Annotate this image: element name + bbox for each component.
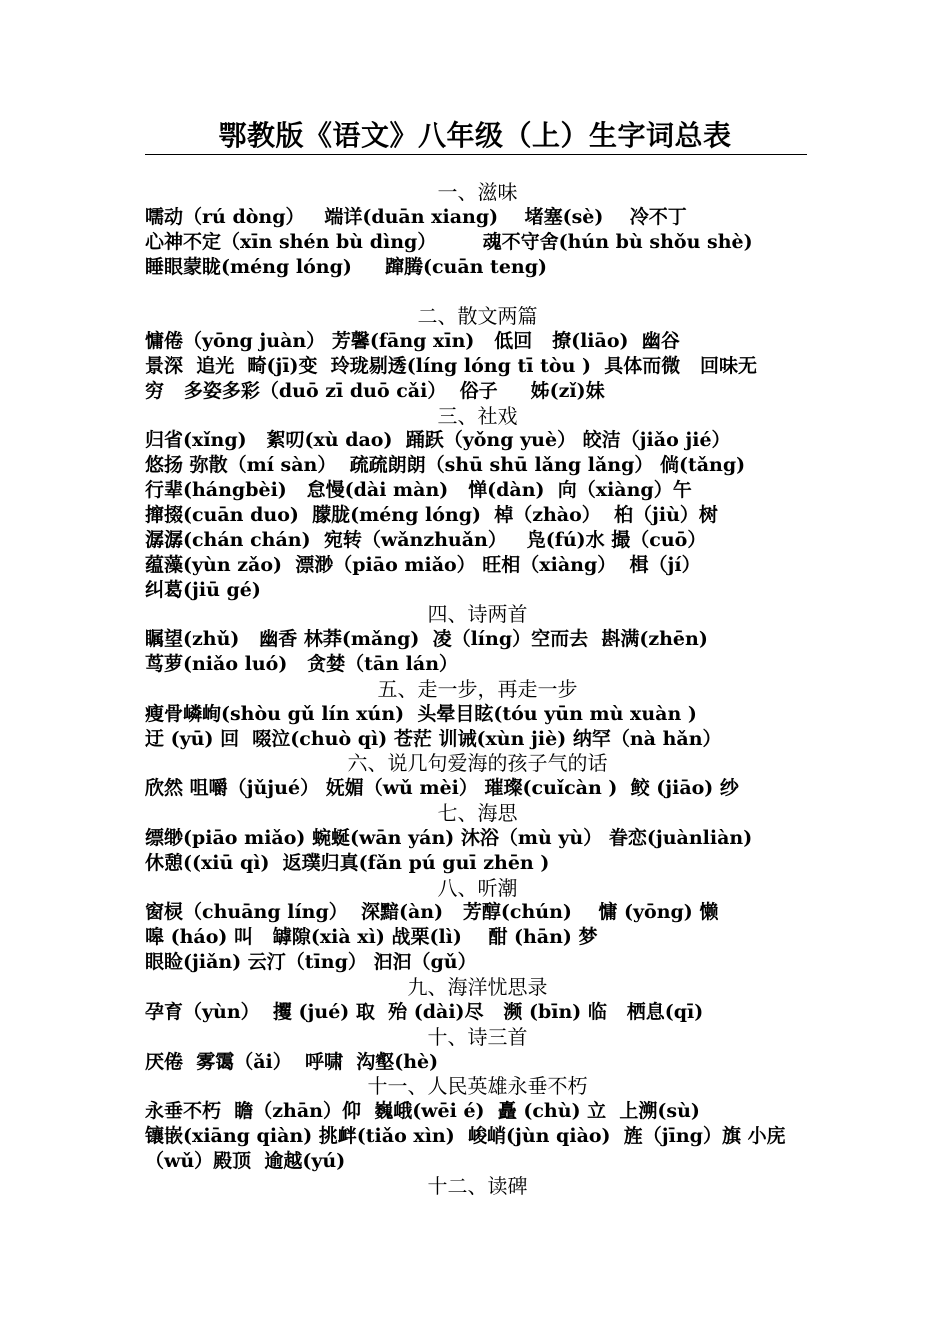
document-title: 鄂教版《语文》八年级（上）生字词总表 — [218, 119, 732, 152]
vocab-line: 潺潺(chán chán) 宛转（wǎnzhuǎn） 凫(fú)水 撮（cuō） — [145, 528, 707, 551]
vocab-line: 休憩((xiū qì) 返璞归真(fǎn pú guī zhēn ) — [145, 851, 550, 874]
section-heading: 八、听潮 — [437, 875, 518, 900]
section-heading: 二、散文两篇 — [417, 304, 538, 329]
vocab-line: 孕育（yùn） 攫 (jué) 取 殆 (dài)尽 濒 (bīn) 临 栖息(qī) — [145, 1000, 704, 1023]
vocab-line: 瘦骨嶙峋(shòu gǔ lín xún) 头晕目眩(tóu yūn mù xuàn ) — [145, 702, 697, 725]
vocab-line: 窗棂（chuāng líng） 深黯(àn) 芳醇(chún) 慵 (yōng) 懒 — [145, 901, 719, 924]
vocab-line: 缥缈(piāo miǎo) 蜿蜒(wān yán) 沐浴（mù yù） 眷恋(juànliàn) — [145, 826, 753, 849]
vocab-line: 迂 (yū) 回 啜泣(chuò qì) 苍茫 训诫(xùn jiè) 纳罕（nà hǎn） — [145, 727, 722, 750]
vocab-line: 归省(xǐng) 絮叨(xù dao) 踊跃（yǒng yuè） 皎洁（jiǎo jié） — [145, 429, 731, 452]
vocab-line: 欣然 咀嚼（jǔjué） 妩媚（wǔ mèi） 璀璨(cuǐcàn ) 鲛 (jiāo) 纱 — [145, 777, 739, 800]
vocab-line: 睡眼蒙眬(méng lóng) 蹿腾(cuān teng) — [145, 255, 548, 278]
vocab-line: 眼睑(jiǎn) 云汀（tīng） 汩汩（gǔ） — [145, 951, 477, 974]
section-heading: 九、海洋忧思录 — [407, 975, 548, 999]
vocab-line: 蕴藻(yùn zǎo) 漂渺（piāo miǎo） 旺相（xiàng） 楫（jí） — [145, 553, 701, 576]
vocab-line: 嗥 (háo) 叫 罅隙(xià xì) 战栗(lì) 酣 (hān) 梦 — [145, 926, 598, 949]
vocab-line: 悠扬 弥散（mí sàn） 疏疏朗朗（shū shū lǎng lǎng） 倘(tǎng) — [145, 454, 746, 477]
vocab-line: 镶嵌(xiāng qiàn) 挑衅(tiǎo xìn) 峻峭(jùn qiào) 旌（jīng）旗 小庑 — [145, 1125, 786, 1148]
title-underline — [145, 154, 807, 155]
section-heading: 十一、人民英雄永垂不朽 — [367, 1074, 588, 1099]
vocab-line: 纠葛(jiū gé) — [145, 578, 261, 601]
vocab-line: （wǔ）殿顶 逾越(yú) — [145, 1149, 346, 1172]
section-heading: 三、社戏 — [437, 403, 518, 428]
vocab-line: 永垂不朽 瞻（zhān）仰 巍峨(wēi é) 矗 (chù) 立 上溯(sù) — [145, 1100, 700, 1123]
vocab-line: 撺掇(cuān duo) 朦胧(méng lóng) 棹（zhào） 桕（jiù）树 — [145, 503, 718, 526]
section-heading: 六、说几句爱海的孩子气的话 — [347, 751, 608, 776]
vocab-line: 瞩望(zhǔ) 幽香 林莽(mǎng) 凌（líng）空而去 斟满(zhēn) — [145, 628, 708, 651]
section-heading: 十二、读碑 — [427, 1173, 528, 1198]
vocab-line: 慵倦（yōng juàn） 芳馨(fāng xīn) 低回 撩(liāo) 幽谷 — [145, 330, 680, 353]
vocab-line: 茑萝(niǎo luó) 贪婪（tān lán） — [145, 653, 459, 676]
vocab-line: 厌倦 雾霭（ǎi） 呼啸 沟壑(hè) — [145, 1050, 439, 1073]
section-heading: 四、诗两首 — [427, 602, 528, 627]
vocab-line: 行辈(hángbèi) 怠慢(dài màn) 惮(dàn) 向（xiàng）午 — [145, 479, 692, 502]
vocab-line: 心神不定（xīn shén bù dìng） 魂不守舍(hún bù shǒu shè) — [145, 230, 753, 253]
section-heading: 七、海思 — [437, 801, 518, 826]
section-heading: 十、诗三首 — [427, 1024, 528, 1049]
vocab-line: 景深 追光 畸(jī)变 玲珑剔透(líng lóng tī tòu ) 具体而微 回味无 — [145, 354, 758, 377]
section-heading: 一、滋味 — [437, 180, 518, 204]
blank-line — [145, 279, 810, 304]
vocabulary-list — [145, 180, 810, 1199]
vocab-line: 嚅动（rú dòng） 端详(duān xiang) 堵塞(sè) 冷不丁 — [145, 205, 687, 228]
vocab-line: 穷 多姿多彩（duō zī duō cǎi） 俗子 姊(zǐ)妹 — [145, 379, 605, 402]
section-heading: 五、走一步，再走一步 — [377, 676, 578, 701]
